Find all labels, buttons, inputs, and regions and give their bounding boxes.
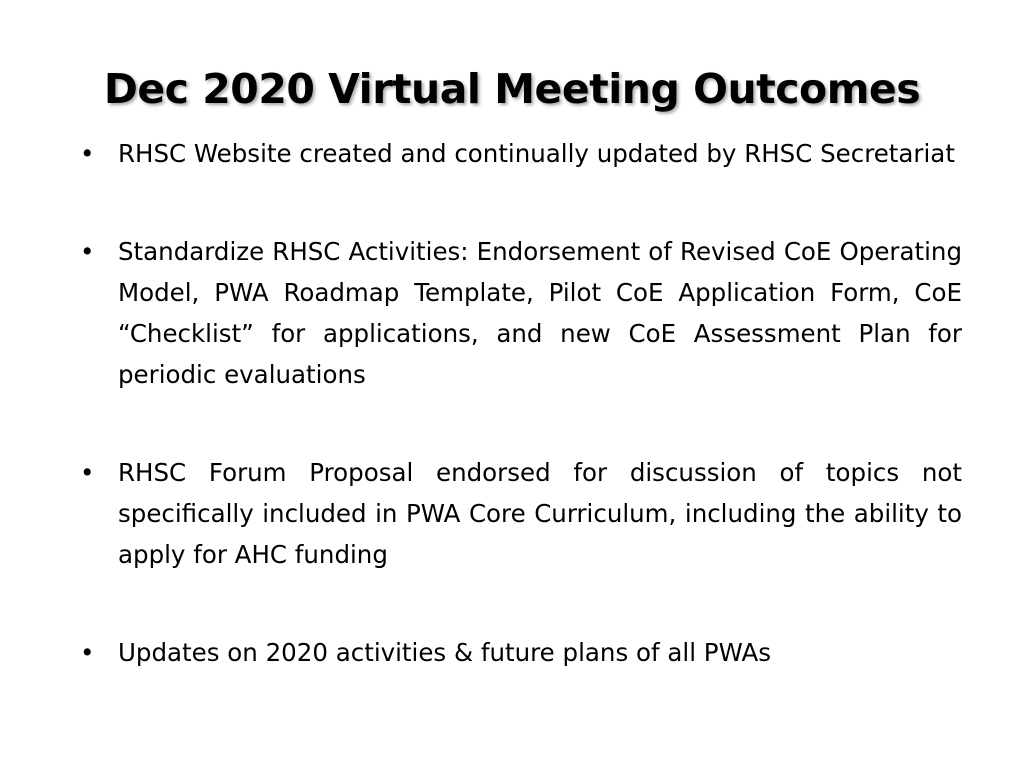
bullet-text: RHSC Forum Proposal endorsed for discussion of topics not specifically included in PWA Core Curriculum, including the ability to apply for AHC funding bbox=[118, 458, 962, 569]
slide-title: Dec 2020 Virtual Meeting Outcomes bbox=[103, 65, 921, 113]
bullet-text: Standardize RHSC Activities: Endorsement of Revised CoE Operating Model, PWA Roadmap Template, Pilot CoE Application Form, CoE “Checklist” for applications, and new CoE Assessment Plan for periodic evaluations bbox=[118, 237, 962, 389]
bullet-icon: • bbox=[80, 638, 95, 667]
bullet-text: Updates on 2020 activities & future plans of all PWAs bbox=[118, 638, 771, 667]
bullet-text: RHSC Website created and continually updated by RHSC Secretariat bbox=[118, 139, 955, 168]
bullet-item bbox=[80, 452, 962, 575]
bullet-icon: • bbox=[80, 237, 95, 266]
bullet-item bbox=[80, 231, 962, 395]
bullet-list bbox=[80, 133, 962, 673]
bullet-icon: • bbox=[80, 458, 95, 487]
bullet-icon: • bbox=[80, 139, 95, 168]
bullet-item bbox=[80, 632, 962, 673]
bullet-item bbox=[80, 133, 962, 174]
